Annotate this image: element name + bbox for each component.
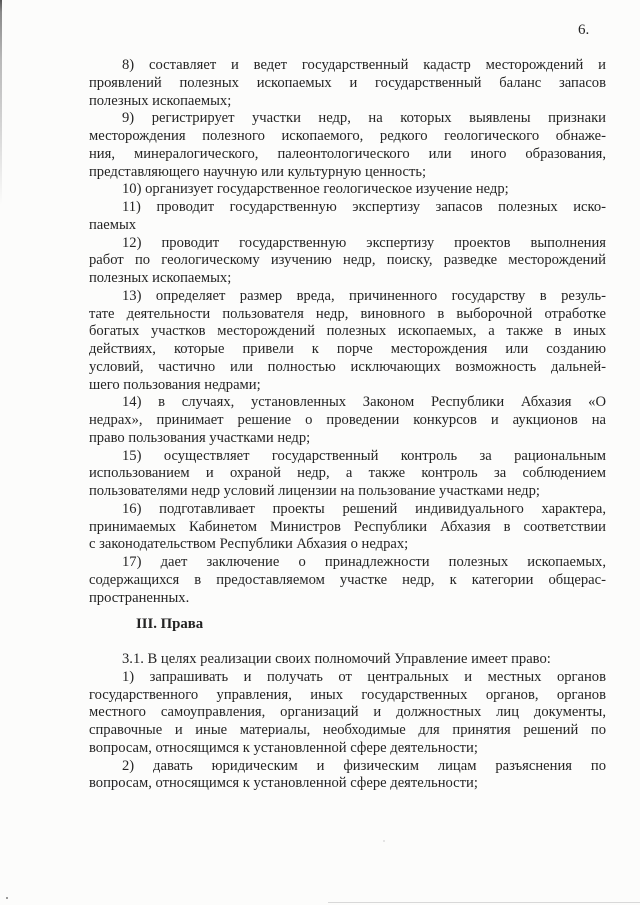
text-line: пользователями недр условий лицензии на пользование участками недр; [89, 483, 540, 499]
text-line: использованием и охраной недр, а также контроль за соблюдением [89, 465, 606, 482]
text-line: вопросам, относящимся к установленной сфере деятельности; [89, 739, 478, 756]
text-line: действиях, которые привели к порче месторождения или созданию [89, 341, 606, 357]
text-line: богатых участков месторождений полезных ископаемых, а также в иных [89, 323, 606, 340]
text-line: содержащихся в предоставляемом участке недр, к категории общерас- [89, 571, 606, 588]
paragraph [89, 758, 606, 794]
scan-speck-bottom-left [6, 897, 8, 899]
text-line: ния, минералогического, палеонтологического или иного образования, [89, 145, 606, 162]
text-line: 15) осуществляет государственный контроль за рациональным [122, 447, 606, 464]
paragraph [89, 199, 606, 235]
text-line: 9) регистрирует участки недр, на которых выявлены признаки [122, 110, 606, 127]
text-line: 13) определяет размер вреда, причиненного государству в резуль- [122, 287, 606, 304]
text-line: пространенных. [89, 589, 190, 606]
text-line: недрах», принимает решение о проведении конкурсов и аукционов на [89, 412, 606, 428]
text-line: условий, частично или полностью исключающих возможность дальней- [89, 358, 606, 375]
paragraph [89, 394, 606, 447]
text-line: государственного управления, иных государственных органов, органов [89, 686, 606, 703]
paragraph [89, 235, 606, 288]
text-line: 10) организует государственное геологическое изучение недр; [122, 181, 509, 198]
text-line: проявлений полезных ископаемых и государственный баланс запасов [89, 74, 606, 91]
scan-edge-artifact-left [0, 0, 2, 205]
paragraph [89, 57, 606, 110]
paragraph [89, 181, 606, 199]
text-line: работ по геологическому изучению недр, поиску, разведке месторождений [89, 252, 606, 269]
text-line: 14) в случаях, установленных Законом Республики Абхазия «О [122, 394, 606, 411]
text-line: полезных ископаемых; [89, 92, 232, 109]
paragraph [89, 110, 606, 181]
paragraph [89, 501, 606, 554]
text-line: право пользования участками недр; [89, 429, 311, 446]
text-line: 1) запрашивать и получать от центральных и местных органов [122, 668, 606, 685]
paragraph [89, 448, 606, 501]
text-line: справочные и иные материалы, необходимые для принятия решений по [89, 722, 606, 738]
scan-line-artifact-bottom [328, 902, 640, 903]
text-line: шего пользования недрами; [89, 376, 261, 393]
text-line: 8) составляет и ведет государственный кадастр месторождений и [122, 57, 606, 73]
text-line: с законодательством Республики Абхазия о недрах; [89, 536, 409, 553]
paragraph [89, 651, 606, 669]
text-line: представляющего научную или культурную ценность; [89, 163, 427, 180]
document-body [89, 57, 606, 793]
text-line: принимаемых Кабинетом Министров Республики Абхазия в соответствии [89, 518, 606, 535]
paragraph [89, 669, 606, 758]
section-heading: III. Права [136, 616, 204, 633]
text-line: вопросам, относящимся к установленной сфере деятельности; [89, 775, 478, 792]
page-number: 6. [578, 22, 590, 38]
paragraph [89, 288, 606, 395]
text-line: 12) проводит государственную экспертизу проектов выполнения [122, 234, 606, 251]
text-line: местного самоуправления, организаций и должностных лиц документы, [89, 704, 606, 721]
text-line: 3.1. В целях реализации своих полномочий Управление имеет право: [122, 651, 551, 667]
scan-speck-middle [383, 840, 385, 842]
text-line: 11) проводит государственную экспертизу запасов полезных иско- [122, 199, 606, 215]
text-line: 2) давать юридическим и физическим лицам разъяснения по [122, 757, 606, 774]
text-line: 17) дает заключение о принадлежности полезных ископаемых, [122, 554, 606, 570]
text-line: паемых [89, 216, 137, 233]
text-line: месторождения полезного ископаемого, редкого геологического обнаже- [89, 128, 606, 144]
text-line: 16) подготавливает проекты решений индивидуального характера, [122, 500, 606, 517]
text-line: тате деятельности пользователя недр, виновного в выборочной отработке [89, 305, 606, 322]
text-line: полезных ископаемых; [89, 270, 232, 286]
paragraph [89, 554, 606, 607]
